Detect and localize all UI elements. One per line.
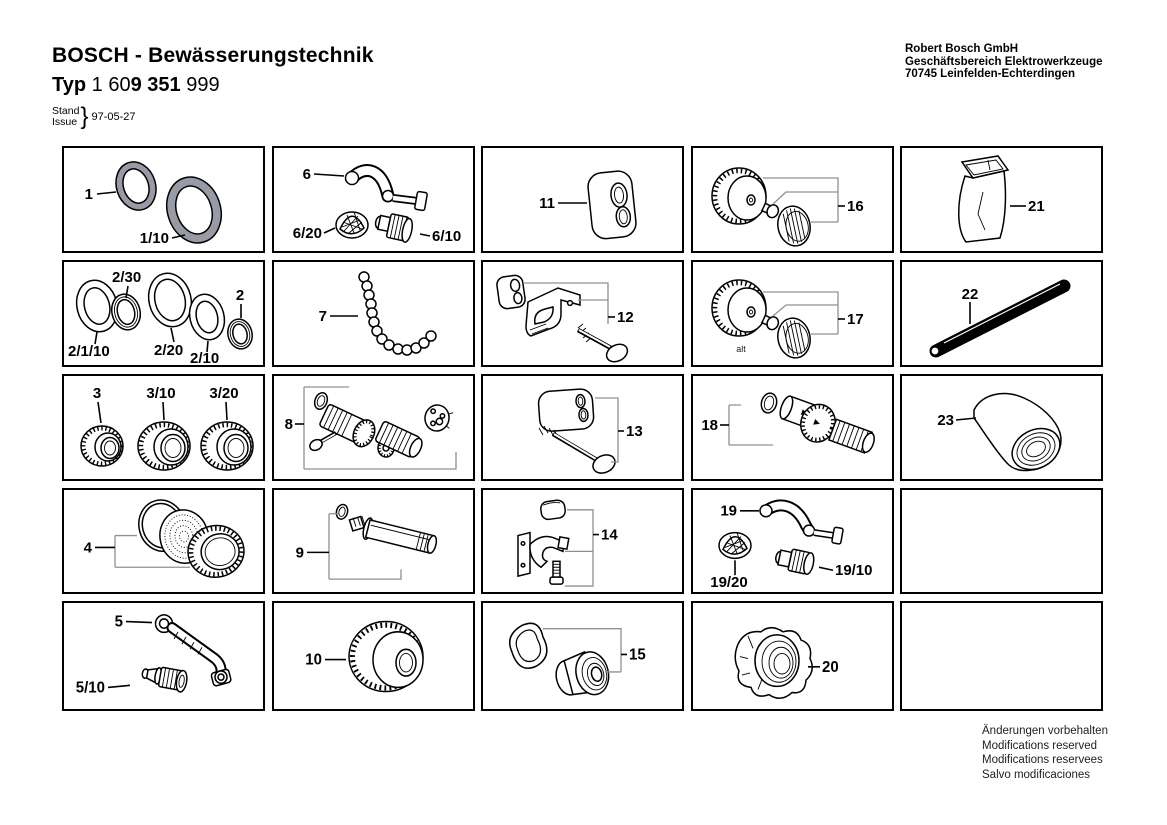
leader-line	[171, 328, 174, 342]
company-city: 70745 Leinfelden-Echterdingen	[905, 68, 1075, 80]
part-label: 3	[92, 385, 102, 402]
part-label: 2/30	[112, 269, 142, 286]
holder-set-drawing	[483, 262, 682, 365]
issue-label: Issue	[52, 116, 78, 128]
parts-cell-r4c3	[481, 488, 684, 594]
cap-block-icon	[538, 388, 595, 432]
parts-cell-r1c5	[900, 146, 1103, 253]
knurled-nut-icon	[81, 426, 123, 466]
part-label: 15	[629, 646, 646, 664]
parts-cell-r1c3	[481, 146, 684, 253]
part-label: 22	[961, 286, 979, 303]
wall-holder-drawing	[483, 490, 682, 592]
part-label: 13	[626, 423, 643, 440]
leader-line	[314, 174, 344, 176]
nozzle-icon	[140, 663, 188, 692]
part-label: 3/10	[146, 385, 176, 402]
part-label: 5/10	[75, 679, 105, 697]
tube-icon	[931, 284, 1064, 355]
issue-date: 97-05-27	[91, 111, 136, 123]
part-label: 14	[601, 526, 618, 544]
bracket-line	[595, 398, 618, 462]
housing-drawing	[483, 148, 682, 251]
parts-cell-r3c1	[62, 374, 265, 481]
stand-label: Stand	[52, 105, 80, 117]
parts-cell-r3c2	[272, 374, 475, 481]
parts-cell-r2c5	[900, 260, 1103, 367]
part-label: 19/10	[834, 562, 872, 580]
strainer-icon	[719, 533, 751, 559]
part-label: 1/10	[139, 230, 169, 247]
company-division: Geschäftsbereich Elektrowerkzeuge	[905, 55, 1103, 68]
lever-set-drawing	[693, 490, 892, 592]
threaded-body-icon	[318, 402, 379, 450]
lever-arm-icon	[760, 505, 843, 544]
o-ring-icon	[759, 391, 779, 414]
part-label: 2/20	[154, 342, 184, 359]
leader-line	[126, 622, 152, 623]
holder-bracket-icon	[526, 288, 580, 336]
thumbwheel-set-alt-drawing	[693, 262, 892, 365]
parts-cell-r1c4	[691, 146, 894, 253]
threaded-connector-icon	[773, 392, 879, 462]
modifications-notice	[982, 724, 1108, 782]
block-pin-drawing	[483, 376, 682, 479]
part-label: 5	[114, 613, 123, 631]
bushing-icon	[552, 647, 613, 704]
parts-cell-r1c1	[62, 146, 265, 253]
perforated-disc-icon	[422, 403, 453, 433]
company-name: Robert Bosch GmbH	[905, 43, 1019, 55]
screw-pin-icon	[578, 324, 630, 365]
knurled-nut-icon	[138, 422, 190, 470]
leader-line	[108, 685, 130, 687]
seal-bushing-drawing	[483, 603, 682, 709]
type-number-part3: 999	[186, 74, 220, 96]
sealing-rings-drawing	[64, 262, 263, 365]
part-label: 8	[284, 416, 293, 433]
leader-line	[226, 402, 227, 420]
part-label: 2/1/10	[68, 343, 110, 360]
leader-line	[819, 567, 833, 570]
valve-assembly-drawing	[274, 376, 473, 479]
thumbwheel-icon	[712, 280, 766, 336]
company-address-block	[905, 43, 1103, 81]
brace-glyph: }	[80, 103, 89, 130]
part-label: 6	[302, 166, 311, 183]
coupling-icon	[372, 211, 413, 243]
alt-note: alt	[735, 344, 746, 354]
coupling-nuts-drawing	[64, 376, 263, 479]
knurled-knob-icon	[349, 622, 423, 692]
parts-cell-r3c5	[900, 374, 1103, 481]
leader-line	[956, 418, 976, 420]
cap-icon	[496, 274, 526, 309]
lever-set-drawing	[274, 148, 473, 251]
parts-cell-r3c3	[481, 374, 684, 481]
knob-drawing	[274, 603, 473, 709]
part-label: 12	[617, 309, 634, 326]
notice-en: Modifications reserved	[982, 739, 1098, 752]
thumbwheel-set-drawing	[693, 148, 892, 251]
bracket-line	[565, 510, 593, 586]
o-ring-large-icon	[158, 170, 229, 250]
housing-block-icon	[587, 170, 638, 240]
part-label: 6/20	[292, 225, 322, 242]
shaft-tube-drawing	[274, 490, 473, 592]
part-label: 9	[295, 544, 304, 562]
part-label: 4	[83, 539, 92, 557]
part-label: 2/10	[190, 350, 220, 365]
cap-sleeve-icon	[974, 394, 1067, 478]
part-label: 3/20	[209, 385, 239, 402]
part-label: 19	[719, 502, 737, 520]
notice-de: Änderungen vorbehalten	[982, 725, 1108, 737]
part-label: 18	[700, 417, 718, 434]
knurled-nut-icon	[201, 422, 253, 470]
parts-cell-r3c4	[691, 374, 894, 481]
part-label: 19/20	[709, 574, 748, 592]
wall-bracket-icon	[518, 533, 569, 577]
crank-set-drawing	[64, 603, 263, 709]
part-label: 21	[1028, 198, 1045, 215]
parts-grid	[62, 146, 1103, 711]
bead-chain-icon	[359, 271, 436, 355]
bag-icon	[959, 156, 1008, 242]
bead-chain-drawing	[274, 262, 473, 365]
type-number-line	[52, 74, 220, 97]
bag-drawing	[902, 148, 1101, 251]
screw-icon	[550, 561, 563, 584]
screw-pin-icon	[539, 426, 618, 477]
cap-sleeve-drawing	[902, 376, 1101, 479]
coupling-icon	[773, 546, 815, 575]
leader-line	[420, 234, 430, 236]
part-label: 23	[937, 412, 954, 429]
type-label: Typ	[52, 74, 87, 96]
parts-cell-r4c2	[272, 488, 475, 594]
parts-cell-r5c2	[272, 601, 475, 711]
parts-cell-r5c4	[691, 601, 894, 711]
leader-line	[98, 402, 101, 423]
cap-icon	[540, 499, 566, 520]
type-number-part1: 1 60	[91, 74, 131, 96]
part-label: 17	[846, 311, 864, 328]
page-title: BOSCH - Bewässerungstechnik	[52, 44, 374, 67]
leader-line	[324, 228, 335, 233]
part-label: 1	[84, 186, 93, 203]
screw-pin-icon	[307, 433, 335, 453]
lever-arm-icon	[345, 170, 427, 210]
part-label: 6/10	[431, 228, 461, 245]
part-label: 20	[821, 658, 839, 677]
parts-cell-r5c3	[481, 601, 684, 711]
ring-icon	[143, 269, 197, 332]
part-label: 7	[318, 308, 327, 325]
connector-drawing	[693, 376, 892, 479]
parts-cell-r2c4	[691, 260, 894, 367]
parts-cell-r2c2	[272, 260, 475, 367]
o-ring-icon	[334, 503, 349, 520]
parts-cell-r2c3	[481, 260, 684, 367]
dial-disc-icon	[774, 315, 814, 361]
notice-fr: Modifications reservees	[982, 754, 1103, 766]
strainer-icon	[336, 212, 368, 238]
ring-icon	[225, 317, 256, 352]
part-label: 16	[846, 198, 864, 215]
o-ring-small-icon	[110, 157, 162, 216]
parts-cell-r1c2	[272, 146, 475, 253]
thumbwheel-icon	[712, 168, 766, 224]
issue-date-block	[52, 103, 136, 131]
type-number-part2: 9 351	[130, 74, 181, 96]
scalloped-cap-drawing	[693, 603, 892, 709]
leader-line	[163, 402, 164, 420]
parts-cell-r2c1	[62, 260, 265, 367]
shaft-icon	[345, 513, 438, 556]
parts-cell-r5c5-empty	[900, 601, 1103, 711]
seal-ring-icon	[505, 620, 551, 673]
notice-es: Salvo modificaciones	[982, 768, 1091, 781]
parts-cell-r4c5-empty	[900, 488, 1103, 594]
parts-cell-r4c1	[62, 488, 265, 594]
tube-drawing	[902, 262, 1101, 365]
parts-cell-r4c4	[691, 488, 894, 594]
filter-set-drawing	[64, 490, 263, 592]
o-rings-drawing	[64, 148, 263, 251]
part-label: 2	[235, 287, 245, 304]
leader-line	[97, 192, 116, 194]
parts-cell-r5c1	[62, 601, 265, 711]
dial-disc-icon	[774, 203, 814, 249]
scalloped-cap-icon	[735, 628, 812, 699]
part-label: 10	[304, 651, 322, 669]
part-label: 11	[539, 195, 555, 212]
